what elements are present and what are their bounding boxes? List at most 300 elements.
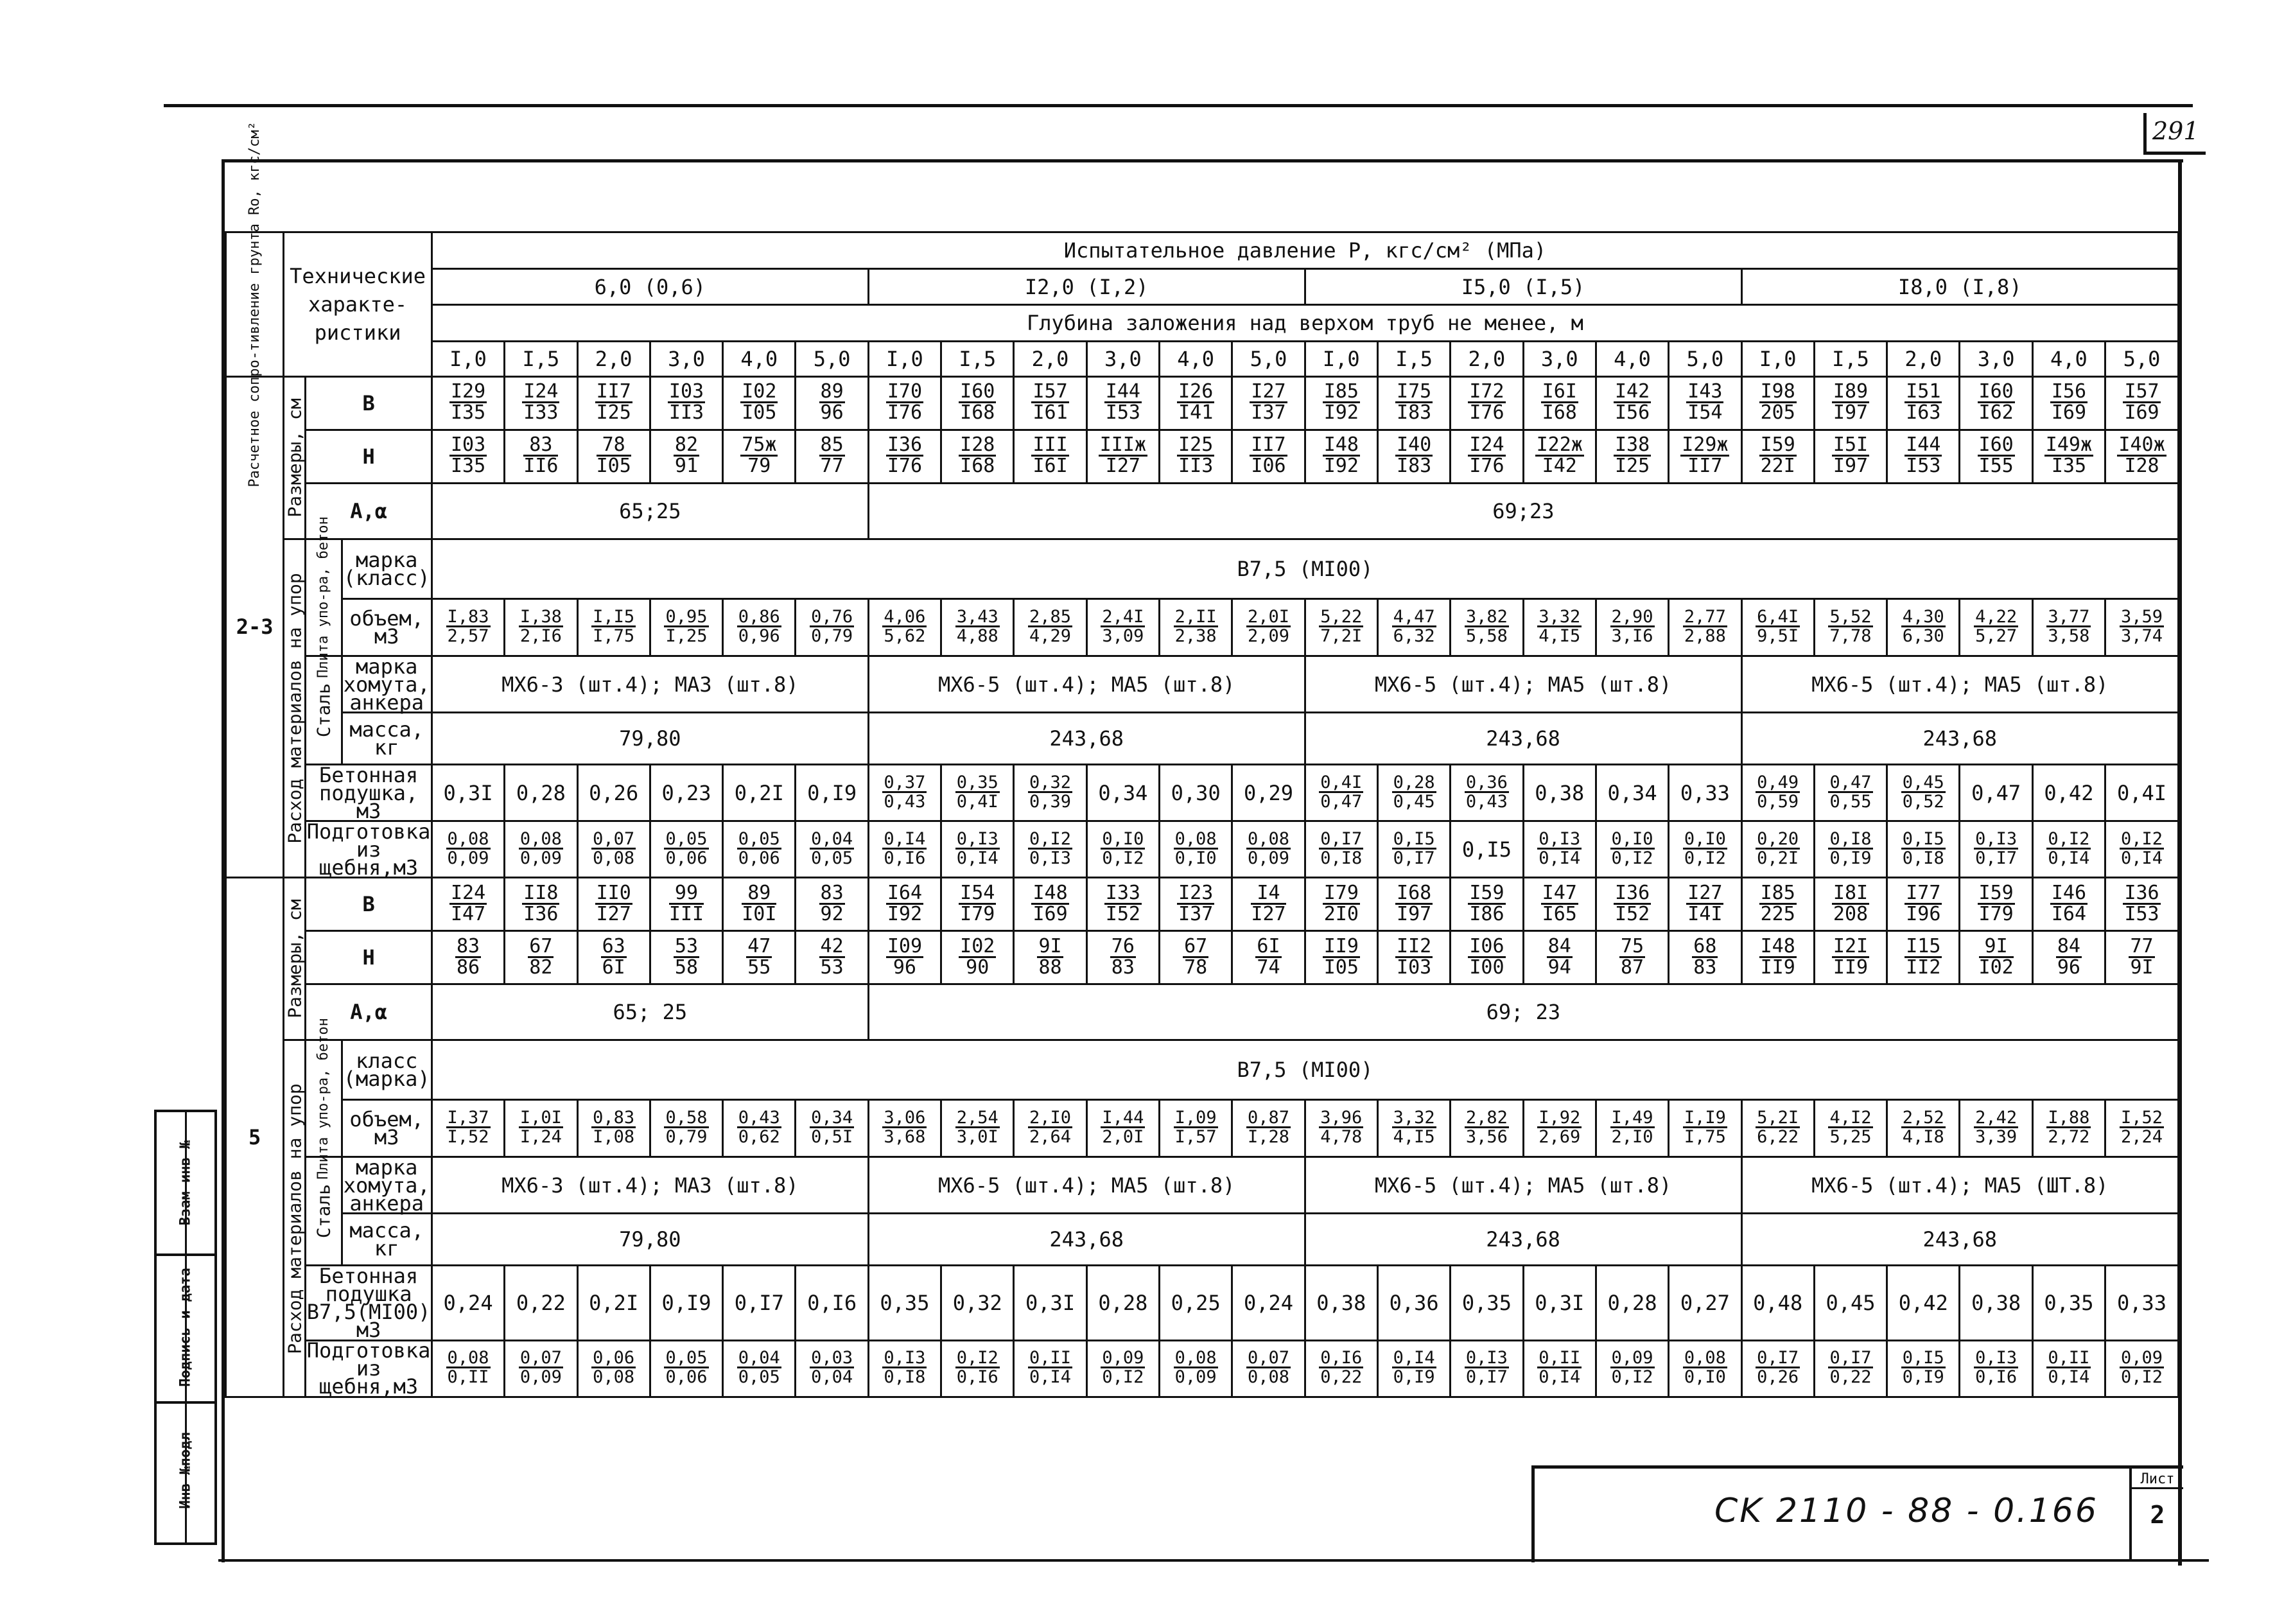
approval-sidebar xyxy=(154,1110,217,1545)
fraction-denominator: 0,I6 xyxy=(1975,1367,2018,1388)
value-cell xyxy=(431,1100,504,1157)
fraction-value xyxy=(1174,608,1218,645)
fraction-numerator: 3,96 xyxy=(1320,1108,1363,1128)
value-cell xyxy=(1814,430,1887,483)
fraction-numerator: I51 xyxy=(1906,380,1941,403)
steel-mass-value: 243,68 xyxy=(1741,1214,2178,1266)
fraction-numerator: I72 xyxy=(1469,380,1504,403)
fraction-denominator: I92 xyxy=(1323,401,1359,424)
fraction-numerator: 0,I0 xyxy=(1611,828,1653,849)
fraction-numerator: 0,03 xyxy=(811,1348,853,1368)
fraction-numerator: 75ж xyxy=(742,433,777,457)
value-cell xyxy=(1523,821,1596,878)
fraction-denominator: 0,79 xyxy=(811,625,853,646)
value-cell xyxy=(2105,598,2179,656)
value-cell xyxy=(2105,1100,2179,1157)
value-cell xyxy=(1669,821,1741,878)
fraction-denominator: I05 xyxy=(596,455,631,478)
value-cell: 0,38 xyxy=(1960,1266,2032,1340)
depth-value-header: 5,0 xyxy=(1232,342,1305,377)
fraction-numerator: 0,36 xyxy=(1465,772,1508,792)
fraction-value xyxy=(522,382,559,423)
fraction-value xyxy=(2044,435,2093,476)
value-cell xyxy=(1523,1340,1596,1397)
fraction-numerator: 0,08 xyxy=(1174,1348,1217,1368)
fraction-numerator: 5,22 xyxy=(1320,606,1363,627)
fraction-denominator: 3,39 xyxy=(1975,1127,2018,1148)
value-cell xyxy=(577,430,650,483)
fraction-denominator: 5,27 xyxy=(1975,625,2018,646)
steel-mass-value: 243,68 xyxy=(1305,1214,1741,1266)
value-cell xyxy=(1086,1340,1159,1397)
fraction-numerator: I29ж xyxy=(1682,433,1729,457)
fraction-value xyxy=(886,934,923,979)
value-cell xyxy=(1451,1100,1523,1157)
fraction-numerator: 0,83 xyxy=(593,1108,635,1128)
fraction-denominator: 0,I4 xyxy=(1538,1367,1581,1388)
fraction-denominator: I27 xyxy=(1105,455,1140,478)
fraction-value xyxy=(1535,435,1584,476)
materials-group-text: Расход материалов на упор xyxy=(284,573,306,844)
fraction-denominator: 94 xyxy=(1547,956,1571,979)
concrete-grade: B7,5 (MI00) xyxy=(431,1040,2178,1100)
fraction-value xyxy=(1828,1349,1872,1386)
value-cell: 0,2I xyxy=(723,765,796,821)
fraction-value xyxy=(819,382,845,423)
value-cell xyxy=(1741,376,1814,430)
fraction-numerator: I,0I xyxy=(519,1108,562,1128)
value-cell xyxy=(1305,430,1377,483)
slab-group-text: Плита упо-ра, бетон xyxy=(315,1017,331,1180)
fraction-numerator: I,37 xyxy=(447,1108,489,1128)
value-cell xyxy=(1232,376,1305,430)
fraction-denominator: I35 xyxy=(2051,455,2087,478)
fraction-value xyxy=(1465,608,1509,645)
fraction-denominator: 0,59 xyxy=(1757,791,1799,812)
fraction-denominator: 74 xyxy=(1257,956,1280,979)
fraction-denominator: 83 xyxy=(1111,956,1135,979)
fraction-denominator: 9,5I xyxy=(1757,625,1799,646)
fraction-value xyxy=(1392,608,1436,645)
fraction-denominator: 82 xyxy=(529,956,553,979)
pressure-group-header: 6,0 (0,6) xyxy=(431,268,868,305)
value-cell xyxy=(2105,1340,2179,1397)
fraction-value xyxy=(449,435,487,476)
fraction-value xyxy=(1756,608,1800,645)
value-cell xyxy=(1960,430,2032,483)
depth-value-header: 4,0 xyxy=(1596,342,1668,377)
value-cell xyxy=(1014,765,1086,821)
fraction-denominator: 58 xyxy=(674,956,699,979)
fraction-denominator: I05 xyxy=(742,401,777,424)
fraction-numerator: 0,45 xyxy=(1902,772,1944,792)
fraction-numerator: I25 xyxy=(1178,433,1214,457)
fraction-numerator: I4 xyxy=(1251,884,1286,905)
slab-group-label xyxy=(306,1017,342,1180)
value-cell xyxy=(1451,598,1523,656)
fraction-value xyxy=(2129,934,2154,979)
fraction-value xyxy=(1828,1109,1872,1146)
value-cell xyxy=(2032,376,2105,430)
fraction-denominator: 0,I9 xyxy=(1902,1367,1944,1388)
fraction-denominator: 4,29 xyxy=(1029,625,1072,646)
value-cell xyxy=(941,878,1014,931)
fraction-value xyxy=(819,881,845,925)
value-cell xyxy=(1887,1100,1960,1157)
fraction-value xyxy=(1905,435,1942,476)
value-cell xyxy=(868,931,941,984)
fraction-numerator: 0,I3 xyxy=(1465,1348,1508,1368)
fraction-numerator: 0,08 xyxy=(447,1348,489,1368)
value-cell xyxy=(431,821,504,878)
fraction-denominator: 0,I8 xyxy=(884,1367,926,1388)
fraction-denominator: I97 xyxy=(1397,902,1432,925)
fraction-numerator: I47 xyxy=(1542,881,1577,904)
fraction-numerator: 0,I7 xyxy=(1829,1348,1872,1368)
fraction-denominator: I56 xyxy=(1614,401,1650,424)
fraction-denominator: I69 xyxy=(1033,902,1068,925)
fraction-denominator: 0,43 xyxy=(1465,791,1508,812)
fraction-numerator: 42 xyxy=(820,934,844,957)
fraction-denominator: 0,05 xyxy=(811,848,853,868)
fraction-value xyxy=(959,934,996,979)
depth-value-header: 4,0 xyxy=(1160,342,1232,377)
fraction-value xyxy=(1104,881,1142,925)
fraction-numerator: 0,05 xyxy=(665,1348,708,1368)
fraction-denominator: I97 xyxy=(1833,455,1869,478)
value-cell xyxy=(1014,1100,1086,1157)
value-cell xyxy=(1160,1100,1232,1157)
fraction-denominator: 5,58 xyxy=(1465,625,1508,646)
fraction-denominator: 0,I2 xyxy=(1102,1367,1144,1388)
fraction-denominator: I92 xyxy=(1323,455,1359,478)
fraction-numerator: I44 xyxy=(1105,380,1140,403)
value-cell: 0,3I xyxy=(431,765,504,821)
fraction-value xyxy=(1177,881,1214,925)
fraction-numerator: 83 xyxy=(456,934,480,957)
depth-value-header: I,5 xyxy=(505,342,577,377)
fraction-numerator: I,88 xyxy=(2048,1108,2090,1128)
fraction-value xyxy=(674,435,699,476)
fraction-denominator: I0I xyxy=(742,902,777,925)
fraction-numerator: 0,08 xyxy=(519,828,562,849)
value-cell: 0,25 xyxy=(1160,1266,1232,1340)
depth-value-header: I,5 xyxy=(1377,342,1450,377)
steel-mass-value: 243,68 xyxy=(868,713,1305,765)
fraction-value xyxy=(1177,435,1214,476)
fraction-numerator: II0 xyxy=(596,881,631,904)
fraction-denominator: I42 xyxy=(1542,455,1577,478)
fraction-denominator: 87 xyxy=(1620,956,1644,979)
fraction-denominator: 2,24 xyxy=(2121,1127,2163,1148)
fraction-denominator: I02 xyxy=(1978,956,2014,979)
fraction-denominator: I76 xyxy=(887,401,923,424)
value-cell xyxy=(1814,878,1887,931)
steel-group-text: Сталь xyxy=(313,683,335,738)
fraction-numerator: 0,08 xyxy=(1174,828,1217,849)
fraction-value xyxy=(1828,608,1872,645)
value-cell xyxy=(1523,878,1596,931)
value-cell xyxy=(1160,430,1232,483)
value-cell xyxy=(1814,376,1887,430)
fraction-denominator: 3,0I xyxy=(956,1127,998,1148)
fraction-numerator: I02 xyxy=(960,934,995,957)
fraction-denominator: I79 xyxy=(1978,902,2014,925)
pressure-group-header: I8,0 (I,8) xyxy=(1741,268,2178,305)
fraction-numerator: I48 xyxy=(1760,934,1795,957)
value-cell: 0,33 xyxy=(1669,765,1741,821)
fraction-value xyxy=(1031,881,1068,925)
fraction-numerator: 0,09 xyxy=(1611,1348,1653,1368)
value-cell: 0,I5 xyxy=(1451,821,1523,878)
fraction-numerator: 0,08 xyxy=(447,828,489,849)
value-cell xyxy=(1305,931,1377,984)
fraction-value xyxy=(1468,435,1505,476)
value-cell: 0,32 xyxy=(941,1266,1014,1340)
fraction-value xyxy=(591,1109,636,1146)
fraction-numerator: 0,I2 xyxy=(2121,828,2163,849)
fraction-numerator: 84 xyxy=(1547,934,1571,957)
fraction-denominator: 0,06 xyxy=(738,848,780,868)
fraction-value xyxy=(1683,1349,1727,1386)
fraction-numerator: 2,82 xyxy=(1465,1108,1508,1128)
value-cell xyxy=(723,821,796,878)
value-cell xyxy=(650,878,722,931)
fraction-numerator: 0,05 xyxy=(665,828,708,849)
steel-mark-value: MX6-5 (шт.4); MA5 (шт.8) xyxy=(868,1157,1305,1214)
steel-mass-value: 79,80 xyxy=(431,713,868,765)
fraction-numerator: I09 xyxy=(887,934,923,957)
fraction-numerator: 3,32 xyxy=(1538,606,1581,627)
fraction-numerator: 67 xyxy=(529,934,553,957)
fraction-value xyxy=(1537,608,1582,645)
fraction-value xyxy=(1250,435,1287,476)
fraction-value xyxy=(446,830,491,867)
fraction-numerator: 0,I3 xyxy=(1538,828,1581,849)
fraction-denominator: 0,I4 xyxy=(2121,848,2163,868)
value-cell xyxy=(796,376,868,430)
value-cell xyxy=(1887,598,1960,656)
fraction-denominator: 0,06 xyxy=(665,1367,708,1388)
sheet-label: Лист xyxy=(2132,1471,2183,1489)
value-cell xyxy=(1887,878,1960,931)
fraction-value xyxy=(1978,435,2015,476)
fraction-value xyxy=(1901,1109,1946,1146)
fraction-value xyxy=(1319,608,1363,645)
fraction-denominator: 6,32 xyxy=(1393,625,1435,646)
fraction-value xyxy=(1319,1109,1363,1146)
fraction-value xyxy=(2050,382,2088,423)
value-cell xyxy=(1741,765,1814,821)
fraction-value xyxy=(446,608,491,645)
value-cell xyxy=(723,1100,796,1157)
value-cell xyxy=(796,878,868,931)
fraction-denominator: 96 xyxy=(820,401,844,424)
steel-mark-value: MX6-5 (шт.4); MA5 (шт.8) xyxy=(1305,656,1741,712)
value-cell: 0,I9 xyxy=(796,765,868,821)
fraction-denominator: I03 xyxy=(1397,956,1432,979)
fraction-numerator: I57 xyxy=(1033,380,1068,403)
fraction-denominator: 9I xyxy=(2130,956,2154,979)
fraction-denominator: 0,I6 xyxy=(884,848,926,868)
fraction-denominator: 2,38 xyxy=(1174,625,1217,646)
fraction-numerator: I6I xyxy=(1542,380,1577,403)
fraction-denominator: 0,06 xyxy=(665,848,708,868)
fraction-value xyxy=(955,608,1000,645)
fraction-denominator: 208 xyxy=(1833,902,1869,925)
fraction-numerator: I03 xyxy=(450,433,486,457)
fraction-value xyxy=(1901,608,1946,645)
fraction-numerator: 0,I3 xyxy=(884,1348,926,1368)
row-label-steel-mark: марка хомута, анкера xyxy=(342,656,431,712)
fraction-value xyxy=(819,934,845,979)
depth-header: Глубина заложения над верхом труб не менее, м xyxy=(431,305,2178,342)
value-cell: 0,36 xyxy=(1377,1266,1450,1340)
tech-characteristics-header: Технические характе-ристики xyxy=(284,232,432,377)
fraction-numerator: 68 xyxy=(1693,934,1717,957)
fraction-value xyxy=(2046,608,2091,645)
fraction-numerator: I36 xyxy=(2124,881,2159,904)
fraction-denominator: 0,08 xyxy=(1247,1367,1289,1388)
fraction-value xyxy=(519,1349,563,1386)
fraction-denominator: 0,I4 xyxy=(1029,1367,1072,1388)
value-cell: 0,38 xyxy=(1523,765,1596,821)
fraction-denominator: I4I xyxy=(1687,902,1723,925)
fraction-denominator: 4,I8 xyxy=(1902,1127,1944,1148)
fraction-value xyxy=(1395,435,1433,476)
fraction-denominator: 2,88 xyxy=(1684,625,1726,646)
value-cell: 0,28 xyxy=(1596,1266,1668,1340)
value-cell xyxy=(1960,821,2032,878)
fraction-denominator: 3,56 xyxy=(1465,1127,1508,1148)
fraction-denominator: 5,25 xyxy=(1829,1127,1872,1148)
fraction-denominator: I27 xyxy=(1251,902,1286,925)
pressure-header: Испытательное давление P, кгс/см² (МПа) xyxy=(431,232,2178,269)
fraction-value xyxy=(2123,382,2160,423)
fraction-numerator: 0,08 xyxy=(1247,828,1289,849)
drawing-code: CK 2110 - 88 - 0.166 xyxy=(1714,1492,2098,1530)
fraction-denominator: I00 xyxy=(1469,956,1504,979)
sheet-number: 2 xyxy=(2150,1501,2165,1529)
fraction-value xyxy=(1537,1349,1582,1386)
fraction-value xyxy=(1610,1349,1655,1386)
fraction-numerator: I43 xyxy=(1687,380,1723,403)
fraction-numerator: 0,43 xyxy=(738,1108,780,1128)
fraction-value xyxy=(2120,1109,2164,1146)
value-cell xyxy=(796,430,868,483)
fraction-value xyxy=(1686,382,1723,423)
fraction-value xyxy=(1323,881,1360,925)
value-cell xyxy=(1960,1100,2032,1157)
fraction-value xyxy=(1177,382,1214,423)
a-value-low: 65; 25 xyxy=(431,984,868,1040)
fraction-value xyxy=(1037,934,1063,979)
value-cell xyxy=(1086,878,1159,931)
value-cell xyxy=(1596,430,1668,483)
fraction-denominator: I47 xyxy=(450,902,486,925)
slab-group-text: Плита упо-ра, бетон xyxy=(315,516,331,679)
steel-mark-value: MX6-5 (шт.4); MA5 (шт.8) xyxy=(868,656,1305,712)
fraction-numerator: I42 xyxy=(1614,380,1650,403)
fraction-numerator: 4,30 xyxy=(1902,606,1944,627)
fraction-numerator: 84 xyxy=(2057,934,2080,957)
fraction-value xyxy=(1832,934,1869,979)
fraction-value xyxy=(1323,435,1360,476)
fraction-value xyxy=(664,608,708,645)
fraction-numerator: I26 xyxy=(1178,380,1214,403)
fraction-denominator: 86 xyxy=(456,956,480,979)
fraction-value xyxy=(664,1349,708,1386)
value-cell xyxy=(723,598,796,656)
fraction-value xyxy=(742,881,777,925)
fraction-value xyxy=(449,881,487,925)
fraction-value xyxy=(1392,1109,1436,1146)
value-cell xyxy=(941,931,1014,984)
fraction-numerator: 67 xyxy=(1184,934,1208,957)
value-cell xyxy=(577,598,650,656)
fraction-numerator: I02 xyxy=(742,380,777,403)
depth-value-header: 3,0 xyxy=(1086,342,1159,377)
fraction-denominator: 0,08 xyxy=(593,848,635,868)
fraction-value xyxy=(959,435,996,476)
fraction-value xyxy=(1614,435,1651,476)
value-cell: 0,3I xyxy=(1523,1266,1596,1340)
fraction-value xyxy=(1683,608,1727,645)
value-cell: 0,34 xyxy=(1086,765,1159,821)
fraction-value xyxy=(1028,1109,1072,1146)
fraction-numerator: I64 xyxy=(887,881,923,904)
fraction-value xyxy=(449,382,487,423)
value-cell xyxy=(1451,1340,1523,1397)
value-cell xyxy=(1232,878,1305,931)
value-cell: 0,28 xyxy=(1086,1266,1159,1340)
soil-resistance-value: 5 xyxy=(226,878,284,1397)
value-cell xyxy=(1232,931,1305,984)
row-label-b: B xyxy=(306,878,432,931)
value-cell: 0,24 xyxy=(1232,1266,1305,1340)
fraction-value xyxy=(2046,830,2091,867)
fraction-denominator: 91 xyxy=(674,455,699,478)
fraction-denominator: 0,I2 xyxy=(1611,1367,1653,1388)
fraction-denominator: 2I0 xyxy=(1323,902,1359,925)
value-cell: 0,27 xyxy=(1669,1266,1741,1340)
value-cell: 0,42 xyxy=(2032,765,2105,821)
fraction-value xyxy=(1614,382,1651,423)
row-label-grade: марка (класс) xyxy=(342,539,431,598)
fraction-numerator: I60 xyxy=(1978,380,2014,403)
fraction-numerator: 0,I7 xyxy=(1757,1348,1799,1368)
fraction-value xyxy=(664,830,708,867)
steel-mark-value: MX6-5 (шт.4); MA5 (шт.8) xyxy=(1305,1157,1741,1214)
fraction-value xyxy=(1901,1349,1946,1386)
fraction-numerator: 0,I0 xyxy=(1102,828,1144,849)
value-cell xyxy=(2032,878,2105,931)
value-cell xyxy=(1741,878,1814,931)
fraction-denominator: 0,04 xyxy=(811,1367,853,1388)
fraction-value xyxy=(1028,830,1072,867)
fraction-value xyxy=(1468,382,1505,423)
value-cell xyxy=(1814,765,1887,821)
fraction-denominator: 0,I9 xyxy=(1829,848,1872,868)
value-cell: 0,23 xyxy=(650,765,722,821)
fraction-numerator: 0,09 xyxy=(2121,1348,2163,1368)
fraction-value xyxy=(1978,934,2014,979)
value-cell xyxy=(796,598,868,656)
fraction-numerator: 89 xyxy=(820,380,844,403)
fraction-value xyxy=(1246,1349,1291,1386)
fraction-denominator: I41 xyxy=(1178,401,1214,424)
fraction-denominator: 0,I7 xyxy=(1975,848,2018,868)
